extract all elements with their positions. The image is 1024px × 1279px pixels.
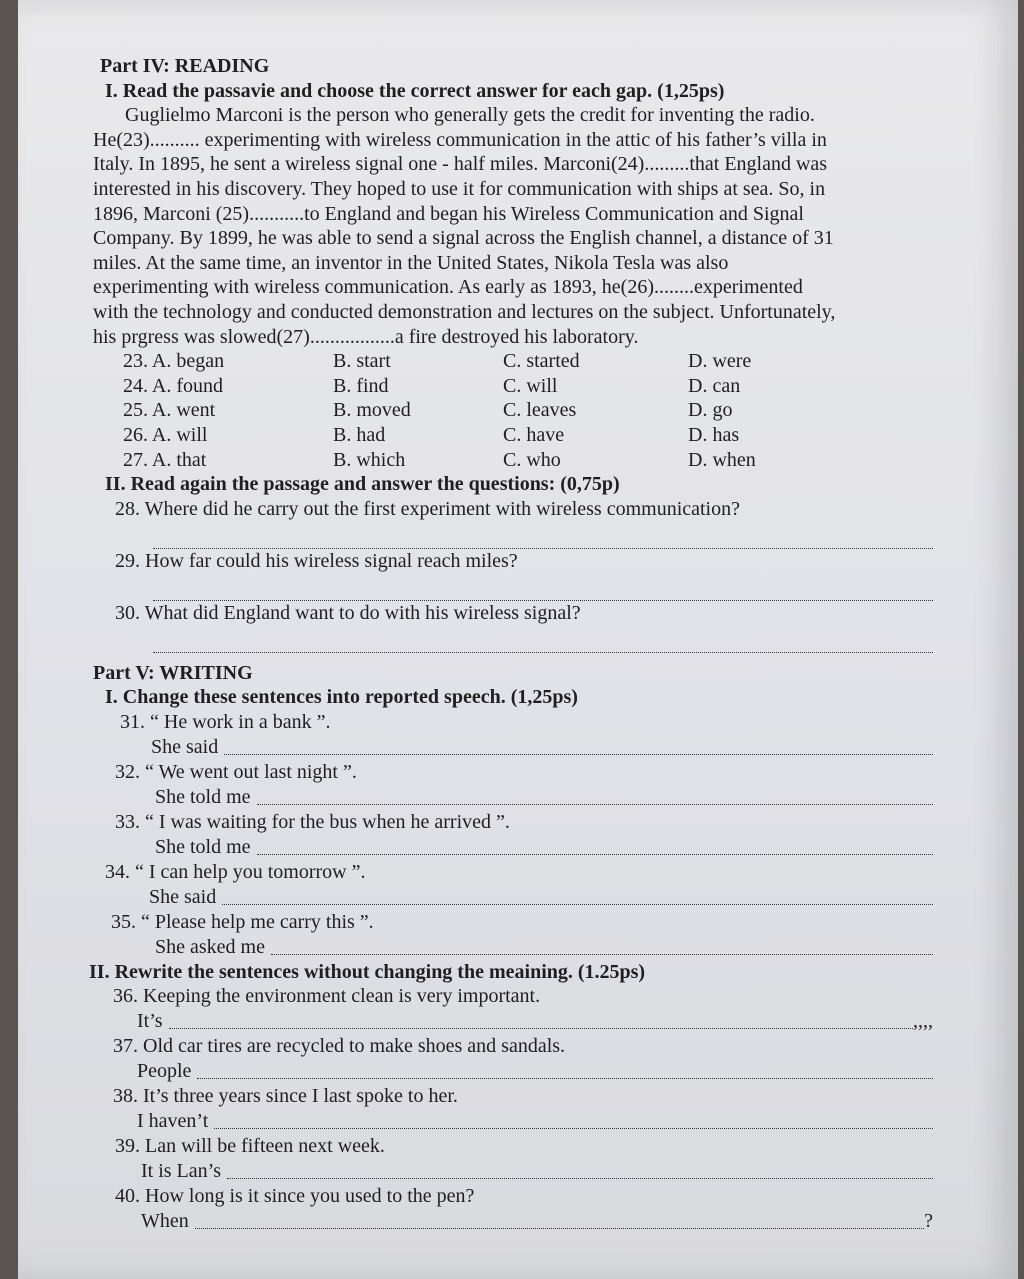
worksheet-content (89, 54, 933, 1234)
answer-lead: I haven’t (137, 1110, 209, 1133)
answer-dots (195, 1228, 924, 1229)
reported-35-answer[interactable] (155, 935, 933, 960)
reported-35-prompt: 35. “ Please help me carry this ”. (111, 910, 374, 933)
answer-lead: She told me (155, 785, 251, 808)
answer-lead: People (137, 1060, 192, 1083)
option-23-c: C. started (503, 350, 580, 373)
rewrite-40-prompt: 40. How long is it since you used to the pen? (115, 1185, 475, 1208)
answer-line-30[interactable] (153, 626, 933, 653)
answer-dots (257, 804, 933, 805)
question-28: 28. Where did he carry out the first experiment with wireless communication? (115, 497, 740, 520)
option-24-a: 24. A. found (123, 374, 223, 397)
option-25-b: B. moved (333, 399, 411, 422)
answer-dots (214, 1128, 933, 1129)
rewrite-36-answer[interactable] (137, 1009, 933, 1034)
passage-line: experimenting with wireless communication. As early as 1893, he(26)........experimented (93, 276, 803, 299)
part5-title: Part V: WRITING (93, 661, 253, 684)
answer-dots (257, 854, 933, 855)
reported-34-answer[interactable] (149, 885, 933, 910)
passage-line: He(23).......... experimenting with wireless communication in the attic of his father’s villa in (93, 128, 827, 151)
answer-end: ? (924, 1210, 933, 1233)
passage-line: Company. By 1899, he was able to send a signal across the English channel, a distance of 31 (93, 227, 834, 250)
reported-32-prompt: 32. “ We went out last night ”. (115, 760, 357, 783)
rewrite-36-prompt: 36. Keeping the environment clean is very important. (113, 985, 541, 1008)
reported-31-prompt: 31. “ He work in a bank ”. (120, 710, 331, 733)
part4-section2-title: II. Read again the passage and answer the questions: (0,75p) (105, 473, 620, 496)
answer-lead: She said (149, 885, 217, 908)
part4-title: Part IV: READING (100, 55, 270, 77)
option-26-c: C. have (503, 423, 565, 446)
option-27-c: C. who (503, 448, 561, 471)
reported-33-prompt: 33. “ I was waiting for the bus when he arrived ”. (115, 810, 510, 833)
worksheet-page (18, 0, 1018, 1279)
rewrite-40-answer[interactable] (141, 1209, 933, 1234)
option-24-d: D. can (688, 374, 741, 397)
option-23-a: 23. A. began (123, 350, 225, 373)
answer-line-29[interactable] (153, 574, 933, 601)
passage-line: his prgress was slowed(27).................a fire destroyed his laboratory. (93, 325, 639, 348)
part5-section2-title: II. Rewrite the sentences without changing the meaining. (1.25ps) (89, 960, 646, 983)
reported-33-answer[interactable] (155, 835, 933, 860)
answer-dots (169, 1028, 913, 1029)
rewrite-37-prompt: 37. Old car tires are recycled to make shoes and sandals. (113, 1035, 566, 1058)
answer-dots (271, 954, 933, 955)
passage-line: miles. At the same time, an inventor in the United States, Nikola Tesla was also (93, 251, 729, 274)
question-29: 29. How far could his wireless signal reach miles? (115, 549, 518, 572)
option-26-a: 26. A. will (123, 423, 208, 446)
answer-dots (197, 1078, 933, 1079)
rewrite-39-prompt: 39. Lan will be fifteen next week. (115, 1135, 385, 1158)
answer-dots (222, 904, 933, 905)
rewrite-38-prompt: 38. It’s three years since I last spoke to her. (113, 1085, 458, 1108)
answer-end: ,,,, (913, 1010, 933, 1033)
answer-lead: When (141, 1210, 189, 1233)
answer-options (123, 349, 933, 472)
part5-section1-title: I. Change these sentences into reported speech. (1,25ps) (105, 686, 578, 709)
passage-line: Italy. In 1895, he sent a wireless signal one - half miles. Marconi(24).........that England was (93, 153, 828, 176)
answer-lead: She told me (155, 835, 251, 858)
reported-32-answer[interactable] (155, 785, 933, 810)
option-23-b: B. start (333, 350, 391, 373)
rewrite-37-answer[interactable] (137, 1059, 933, 1084)
answer-lead: She asked me (155, 935, 265, 958)
answer-line-28[interactable] (153, 522, 933, 549)
answer-dots (224, 754, 933, 755)
passage-line: with the technology and conducted demonstration and lectures on the subject. Unfortunately, (93, 300, 836, 323)
reported-34-prompt: 34. “ I can help you tomorrow ”. (105, 860, 366, 883)
passage-line: interested in his discovery. They hoped to use it for communication with ships at sea. So, in (93, 177, 826, 200)
option-26-b: B. had (333, 423, 386, 446)
passage-line: 1896, Marconi (25)...........to England and began his Wireless Communication and Signal (93, 202, 804, 225)
rewrite-38-answer[interactable] (137, 1109, 933, 1134)
part4-section1-title: I. Read the passavie and choose the correct answer for each gap. (1,25ps) (105, 79, 725, 102)
answer-lead: She said (151, 735, 219, 758)
reported-31-answer[interactable] (151, 735, 933, 760)
question-30: 30. What did England want to do with his wireless signal? (115, 601, 581, 624)
rewrite-39-answer[interactable] (141, 1159, 933, 1184)
option-25-a: 25. A. went (123, 399, 216, 422)
option-27-b: B. which (333, 448, 406, 471)
option-27-d: D. when (688, 448, 756, 471)
option-25-d: D. go (688, 399, 733, 422)
answer-lead: It is Lan’s (141, 1160, 221, 1183)
reading-passage (93, 103, 933, 349)
option-24-b: B. find (333, 374, 389, 397)
answer-dots (227, 1178, 933, 1179)
passage-line: Guglielmo Marconi is the person who generally gets the credit for inventing the radio. (125, 104, 815, 127)
option-25-c: C. leaves (503, 399, 577, 422)
option-27-a: 27. A. that (123, 448, 207, 471)
answer-lead: It’s (137, 1010, 163, 1033)
option-23-d: D. were (688, 350, 752, 373)
option-26-d: D. has (688, 423, 740, 446)
option-24-c: C. will (503, 374, 558, 397)
